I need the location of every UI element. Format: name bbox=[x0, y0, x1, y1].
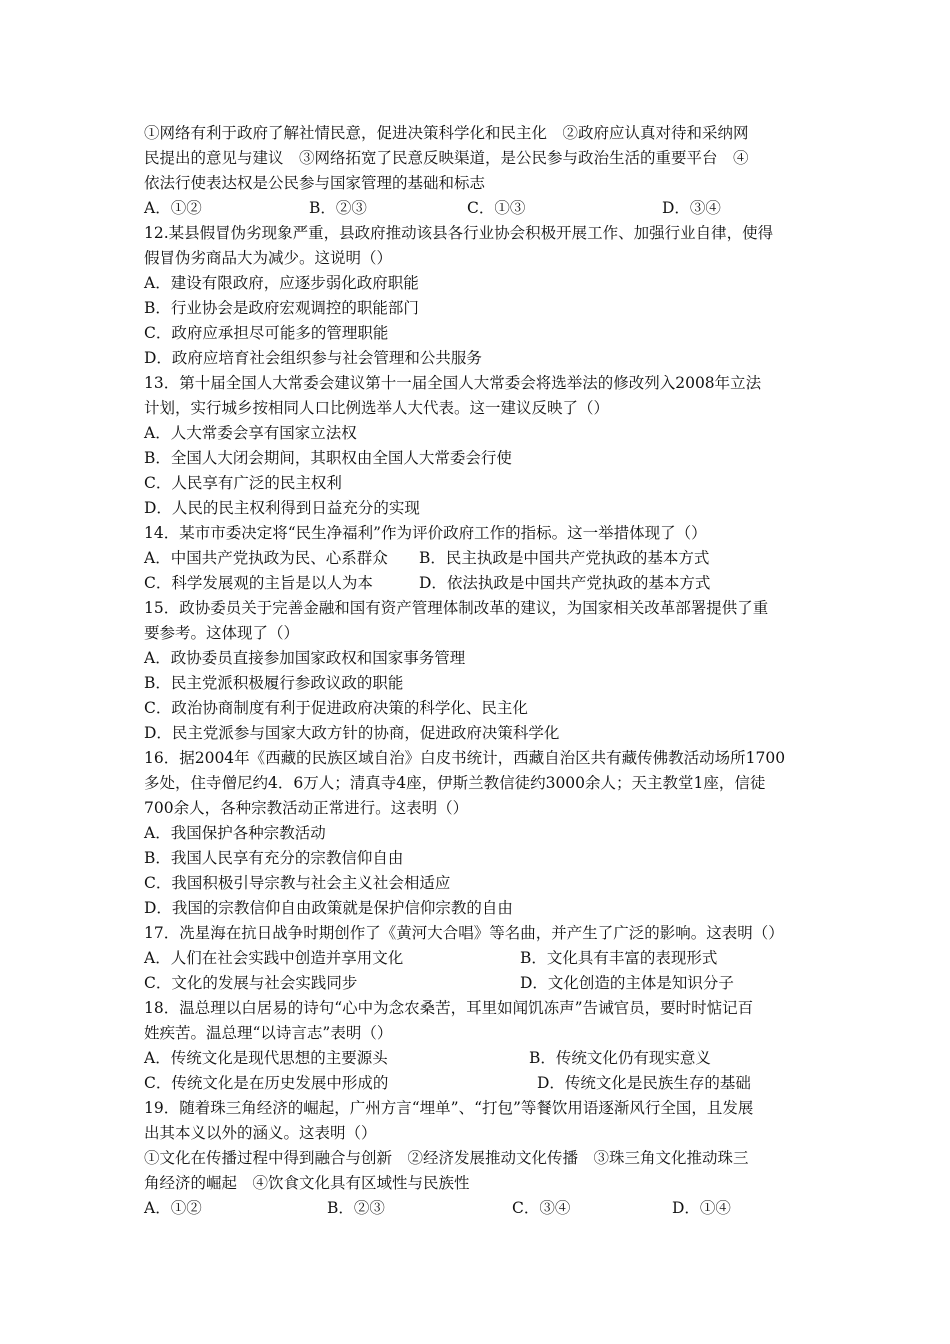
question-18-options-row2 bbox=[144, 1071, 816, 1096]
option-c: C．政府应承担尽可能多的管理职能 bbox=[144, 324, 389, 342]
option-b: B．文化具有丰富的表现形式 bbox=[520, 949, 718, 967]
question-stem: 16．据2004年《西藏的民族区域自治》白皮书统计，西藏自治区共有藏传佛教活动场所1700 bbox=[144, 749, 786, 767]
option-d: D．①④ bbox=[672, 1199, 731, 1217]
question-18-options-row1 bbox=[144, 1046, 816, 1071]
question-19 bbox=[144, 1096, 816, 1221]
option-b: B．民主执政是中国共产党执政的基本方式 bbox=[419, 549, 710, 567]
question-11-options bbox=[144, 196, 816, 221]
option-b: B．②③ bbox=[327, 1199, 385, 1217]
option-d: D．人民的民主权利得到日益充分的实现 bbox=[144, 499, 420, 517]
option-d: D．民主党派参与国家大政方针的协商，促进政府决策科学化 bbox=[144, 724, 560, 742]
option-b: B．②③ bbox=[309, 199, 367, 217]
question-13 bbox=[144, 371, 816, 521]
question-stem: 14．某市市委决定将“民生净福利”作为评价政府工作的指标。这一举措体现了（） bbox=[144, 524, 707, 542]
option-a: A．传统文化是现代思想的主要源头 bbox=[144, 1049, 388, 1067]
option-a: A．建设有限政府，应逐步弱化政府职能 bbox=[144, 274, 419, 292]
question-15 bbox=[144, 596, 816, 746]
question-14 bbox=[144, 521, 816, 596]
question-16 bbox=[144, 746, 816, 921]
option-d: D．我国的宗教信仰自由政策就是保护信仰宗教的自由 bbox=[144, 899, 513, 917]
option-c: C．①③ bbox=[467, 199, 526, 217]
question-17-options-row1 bbox=[144, 946, 816, 971]
option-a: A．人们在社会实践中创造并享用文化 bbox=[144, 949, 404, 967]
question-14-options-row2 bbox=[144, 571, 816, 596]
question-stem: 假冒伪劣商品大为减少。这说明（） bbox=[144, 249, 393, 267]
option-d: D．传统文化是民族生存的基础 bbox=[537, 1074, 751, 1092]
question-12 bbox=[144, 221, 816, 371]
question-stem: 出其本义以外的涵义。这表明（） bbox=[144, 1124, 377, 1142]
option-a: A．我国保护各种宗教活动 bbox=[144, 824, 326, 842]
option-b: B．全国人大闭会期间，其职权由全国人大常委会行使 bbox=[144, 449, 512, 467]
option-c: C．科学发展观的主旨是以人为本 bbox=[144, 574, 373, 592]
question-stem: 18．温总理以白居易的诗句“心中为念农桑苦，耳里如闻饥冻声”告诫官员，要时时惦记百 bbox=[144, 999, 754, 1017]
option-a: A．中国共产党执政为民、心系群众 bbox=[144, 549, 388, 567]
question-stem: 19．随着珠三角经济的崛起，广州方言“埋单”、“打包”等餐饮用语逐渐风行全国，且发展 bbox=[144, 1099, 754, 1117]
question-stem: 700余人，各种宗教活动正常进行。这表明（） bbox=[144, 799, 469, 817]
option-b: B．传统文化仍有现实意义 bbox=[529, 1049, 711, 1067]
option-d: D．依法执政是中国共产党执政的基本方式 bbox=[419, 574, 711, 592]
option-b: B．行业协会是政府宏观调控的职能部门 bbox=[144, 299, 419, 317]
question-stem: 15．政协委员关于完善金融和国有资产管理体制改革的建议，为国家相关改革部署提供了重 bbox=[144, 599, 769, 617]
option-a: A．人大常委会享有国家立法权 bbox=[144, 424, 357, 442]
question-11-statements bbox=[144, 121, 816, 221]
statement-line: 民提出的意见与建议 ③网络拓宽了民意反映渠道，是公民参与政治生活的重要平台 ④ bbox=[144, 149, 749, 167]
option-a: A．①② bbox=[144, 199, 202, 217]
statement-line: 依法行使表达权是公民参与国家管理的基础和标志 bbox=[144, 174, 486, 192]
option-c: C．政治协商制度有利于促进政府决策的科学化、民主化 bbox=[144, 699, 528, 717]
option-d: D．政府应培育社会组织参与社会管理和公共服务 bbox=[144, 349, 482, 367]
option-a: A．①② bbox=[144, 1199, 202, 1217]
statement-line: ①网络有利于政府了解社情民意，促进决策科学化和民主化 ②政府应认真对待和采纳网 bbox=[144, 124, 749, 142]
option-c: C．传统文化是在历史发展中形成的 bbox=[144, 1074, 389, 1092]
question-stem: 12.某县假冒伪劣现象严重，县政府推动该县各行业协会积极开展工作、加强行业自律，使得 bbox=[144, 224, 774, 242]
exam-content bbox=[144, 121, 816, 1221]
option-c: C．我国积极引导宗教与社会主义社会相适应 bbox=[144, 874, 451, 892]
statement-line: 角经济的崛起 ④饮食文化具有区域性与民族性 bbox=[144, 1174, 470, 1192]
statement-line: ①文化在传播过程中得到融合与创新 ②经济发展推动文化传播 ③珠三角文化推动珠三 bbox=[144, 1149, 749, 1167]
option-b: B．民主党派积极履行参政议政的职能 bbox=[144, 674, 404, 692]
question-stem: 计划，实行城乡按相同人口比例选举人大代表。这一建议反映了（） bbox=[144, 399, 610, 417]
question-stem: 姓疾苦。温总理“以诗言志”表明（） bbox=[144, 1024, 393, 1042]
question-stem: 多处，住寺僧尼约4．6万人；清真寺4座，伊斯兰教信徒约3000余人；天主教堂1座，信徒 bbox=[144, 774, 766, 792]
question-stem: 13．第十届全国人大常委会建议第十一届全国人大常委会将选举法的修改列入2008年立法 bbox=[144, 374, 762, 392]
question-18 bbox=[144, 996, 816, 1096]
question-stem: 要参考。这体现了（） bbox=[144, 624, 300, 642]
option-c: C．③④ bbox=[512, 1199, 571, 1217]
option-c: C．人民享有广泛的民主权利 bbox=[144, 474, 342, 492]
question-19-options bbox=[144, 1196, 816, 1221]
option-a: A．政协委员直接参加国家政权和国家事务管理 bbox=[144, 649, 466, 667]
question-14-options-row1 bbox=[144, 546, 816, 571]
question-17-options-row2 bbox=[144, 971, 816, 996]
option-c: C．文化的发展与社会实践同步 bbox=[144, 974, 358, 992]
question-17 bbox=[144, 921, 816, 996]
option-b: B．我国人民享有充分的宗教信仰自由 bbox=[144, 849, 404, 867]
question-stem: 17．冼星海在抗日战争时期创作了《黄河大合唱》等名曲，并产生了广泛的影响。这表明（） bbox=[144, 924, 784, 942]
option-d: D．③④ bbox=[662, 199, 721, 217]
option-d: D．文化创造的主体是知识分子 bbox=[520, 974, 734, 992]
